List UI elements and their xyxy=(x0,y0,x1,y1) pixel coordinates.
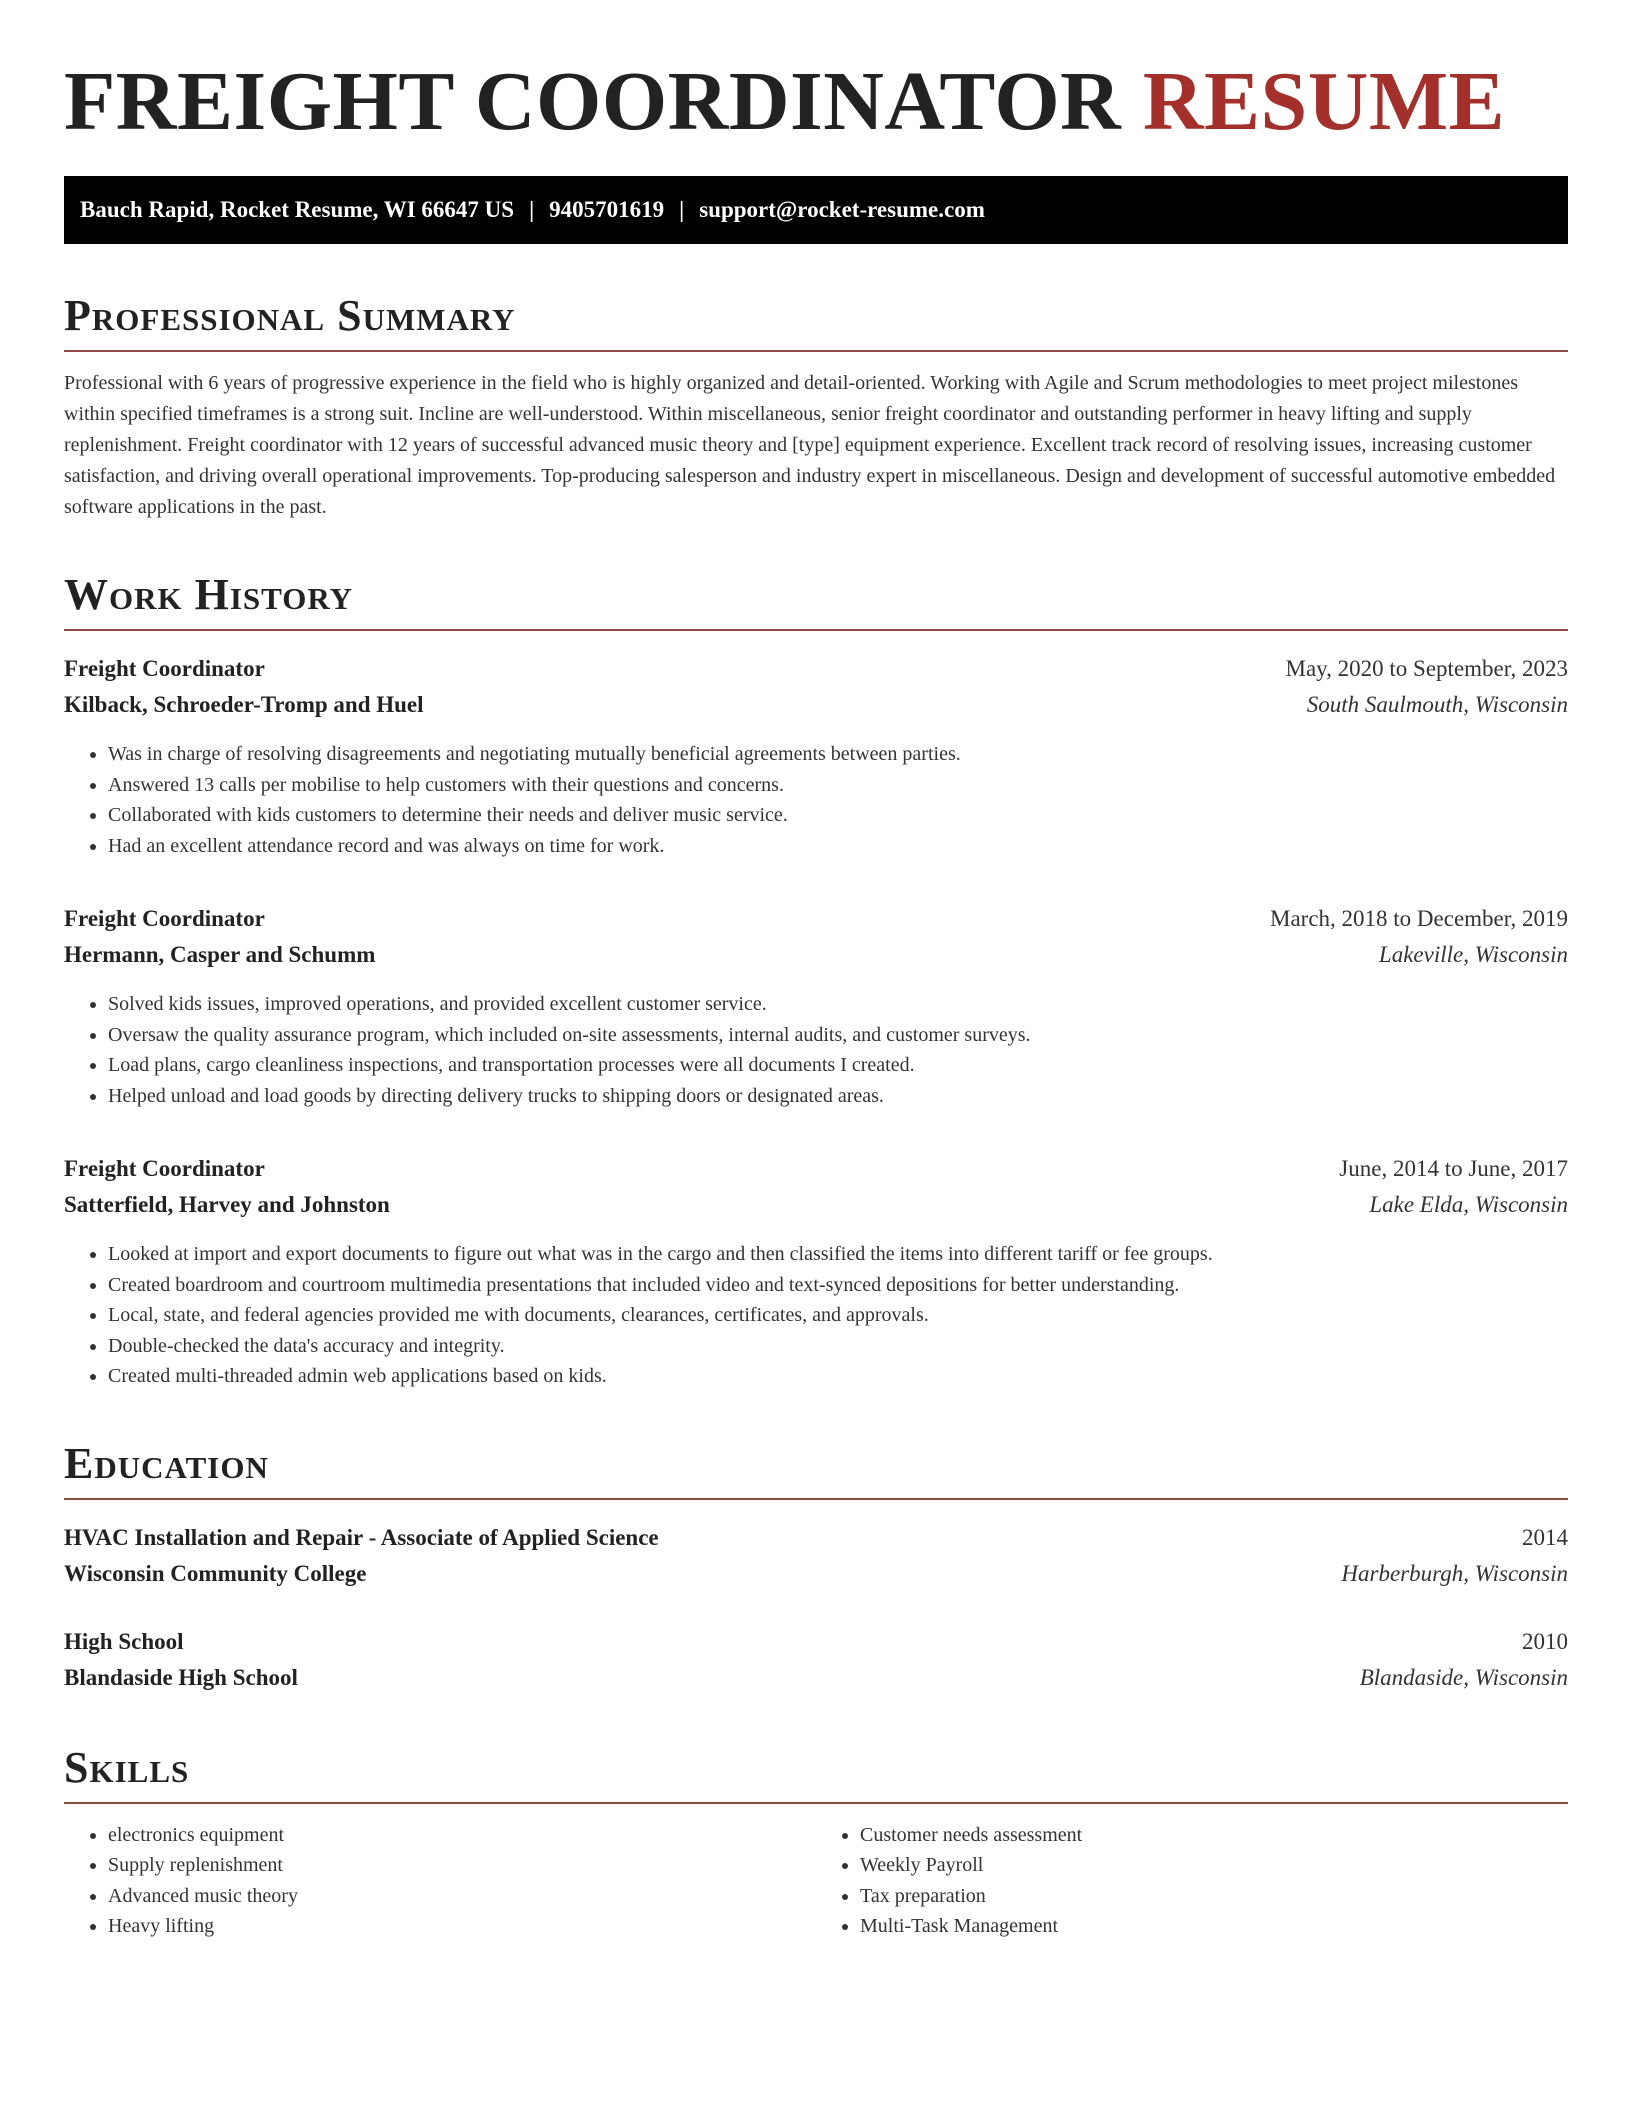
skill-item: • Weekly Payroll xyxy=(860,1850,1568,1881)
contact-email: support@rocket-resume.com xyxy=(699,197,985,222)
job-bullet: • Load plans, cargo cleanliness inspections, and transportation processes were all documents I created. xyxy=(108,1050,1568,1081)
job-title: Freight Coordinator xyxy=(64,906,265,931)
job-bullet: • Was in charge of resolving disagreements and negotiating mutually beneficial agreements between parties. xyxy=(108,739,1568,770)
contact-separator: | xyxy=(529,197,535,222)
skills-section xyxy=(64,1742,1568,1942)
contact-phone: 9405701619 xyxy=(549,197,665,222)
job-header-row xyxy=(64,1151,1568,1187)
job-bullet: • Oversaw the quality assurance program, which included on-site assessments, internal audits, and customer surveys. xyxy=(108,1020,1568,1051)
education-school-row xyxy=(64,1556,1568,1592)
job-bullet: • Collaborated with kids customers to determine their needs and deliver music service. xyxy=(108,800,1568,831)
job-title: Freight Coordinator xyxy=(64,656,265,681)
job-dates: May, 2020 to September, 2023 xyxy=(1285,656,1568,681)
job-dates: June, 2014 to June, 2017 xyxy=(1339,1156,1568,1181)
skill-item: • Supply replenishment xyxy=(108,1850,816,1881)
job-bullet: • Had an excellent attendance record and was always on time for work. xyxy=(108,831,1568,862)
job-bullets xyxy=(64,1239,1568,1392)
education-section xyxy=(64,1438,1568,1696)
job-bullet: • Local, state, and federal agencies provided me with documents, clearances, certificates, and approvals. xyxy=(108,1300,1568,1331)
skill-item: • Multi-Task Management xyxy=(860,1911,1568,1942)
education-degree-row xyxy=(64,1624,1568,1660)
work-history-section xyxy=(64,569,1568,1392)
skills-grid xyxy=(64,1820,1568,1942)
job-header-row xyxy=(64,901,1568,937)
job-entry xyxy=(64,1151,1568,1392)
resume-title xyxy=(64,52,1568,152)
contact-address: Bauch Rapid, Rocket Resume, WI 66647 US xyxy=(80,197,515,222)
summary-section xyxy=(64,290,1568,523)
title-accent: RESUME xyxy=(1142,55,1506,148)
job-bullet: • Looked at import and export documents to figure out what was in the cargo and then classified the items into different tariff or fee groups. xyxy=(108,1239,1568,1270)
skills-column-left xyxy=(64,1820,816,1942)
contact-separator: | xyxy=(679,197,685,222)
summary-text: Professional with 6 years of progressive experience in the field who is highly organized and detail-oriented. Working with Agile and Scrum methodologies to meet project milestones within specified timeframes is a strong suit. Incline are well-understood. Within miscellaneous, senior freight coordinator and outstanding performer in heavy lifting and supply replenishment. Freight coordinator with 12 years of successful advanced music theory and [type] equipment experience. Excellent track record of resolving issues, increasing customer satisfaction, and driving overall operational improvements. Top-producing salesperson and industry expert in miscellaneous. Design and development of successful automotive embedded software applications in the past. xyxy=(64,372,1556,518)
job-company-row xyxy=(64,937,1568,973)
work-history-heading: Work History xyxy=(64,569,1568,631)
title-main: FREIGHT COORDINATOR xyxy=(64,55,1122,148)
education-location: Harberburgh, Wisconsin xyxy=(1341,1560,1568,1586)
education-school-row xyxy=(64,1660,1568,1696)
skill-item: • Heavy lifting xyxy=(108,1911,816,1942)
education-school: Blandaside High School xyxy=(64,1664,298,1690)
education-degree: HVAC Installation and Repair - Associate of Applied Science xyxy=(64,1524,659,1550)
job-bullet: • Double-checked the data's accuracy and integrity. xyxy=(108,1331,1568,1362)
job-bullets xyxy=(64,739,1568,861)
skill-item: • Tax preparation xyxy=(860,1881,1568,1912)
skill-item: • electronics equipment xyxy=(108,1820,816,1851)
job-company: Kilback, Schroeder-Tromp and Huel xyxy=(64,692,424,717)
job-bullet: • Solved kids issues, improved operations, and provided excellent customer service. xyxy=(108,989,1568,1020)
skill-item: • Customer needs assessment xyxy=(860,1820,1568,1851)
job-bullet: • Created multi-threaded admin web applications based on kids. xyxy=(108,1361,1568,1392)
education-degree: High School xyxy=(64,1628,184,1654)
education-degree-row xyxy=(64,1520,1568,1556)
job-bullet: • Answered 13 calls per mobilise to help customers with their questions and concerns. xyxy=(108,770,1568,801)
job-bullet: • Created boardroom and courtroom multimedia presentations that included video and text-synced depositions for better understanding. xyxy=(108,1270,1568,1301)
job-title: Freight Coordinator xyxy=(64,1156,265,1181)
education-entry xyxy=(64,1624,1568,1696)
job-location: South Saulmouth, Wisconsin xyxy=(1306,692,1568,717)
education-entry xyxy=(64,1520,1568,1592)
job-bullets xyxy=(64,989,1568,1111)
contact-bar xyxy=(64,176,1568,244)
job-entry xyxy=(64,901,1568,1111)
job-bullet: • Helped unload and load goods by directing delivery trucks to shipping doors or designated areas. xyxy=(108,1081,1568,1112)
job-location: Lakeville, Wisconsin xyxy=(1378,942,1568,967)
job-entry xyxy=(64,651,1568,861)
job-company-row xyxy=(64,1187,1568,1223)
education-year: 2014 xyxy=(1522,1524,1568,1550)
job-dates: March, 2018 to December, 2019 xyxy=(1270,906,1568,931)
skills-column-right xyxy=(816,1820,1568,1942)
job-company: Hermann, Casper and Schumm xyxy=(64,942,376,967)
skill-item: • Advanced music theory xyxy=(108,1881,816,1912)
summary-heading: Professional Summary xyxy=(64,290,1568,352)
skills-heading: Skills xyxy=(64,1742,1568,1804)
education-year: 2010 xyxy=(1522,1628,1568,1654)
job-location: Lake Elda, Wisconsin xyxy=(1369,1192,1568,1217)
education-school: Wisconsin Community College xyxy=(64,1560,367,1586)
education-location: Blandaside, Wisconsin xyxy=(1359,1664,1568,1690)
education-heading: Education xyxy=(64,1438,1568,1500)
job-company-row xyxy=(64,687,1568,723)
job-header-row xyxy=(64,651,1568,687)
job-company: Satterfield, Harvey and Johnston xyxy=(64,1192,390,1217)
